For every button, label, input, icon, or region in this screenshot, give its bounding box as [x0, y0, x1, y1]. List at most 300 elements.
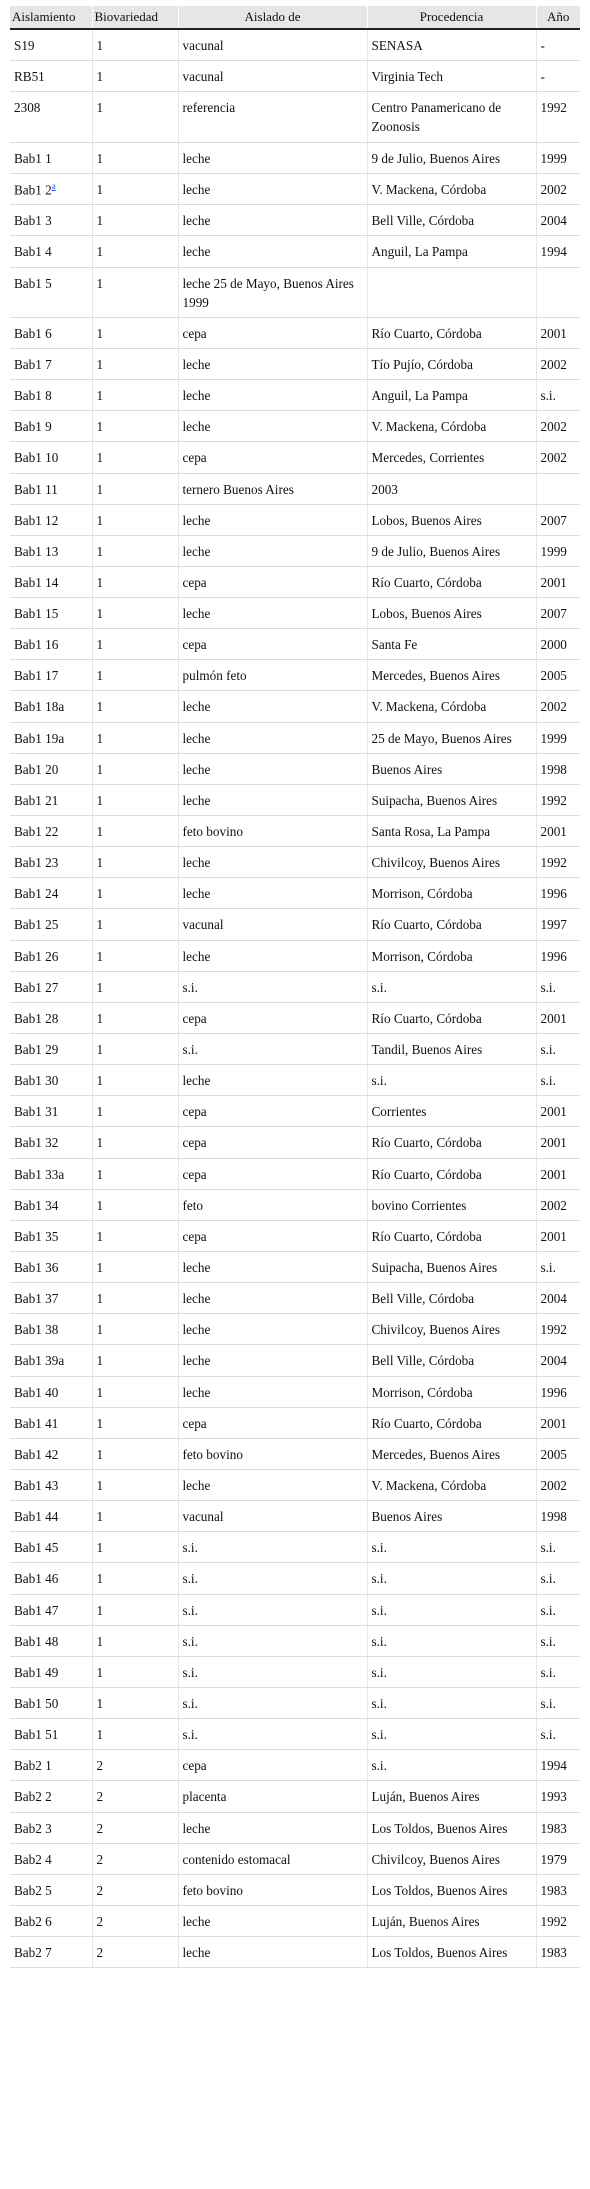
cell-biovariedad-text: 2 — [96, 1851, 104, 1867]
cell-aislamiento-text: Bab1 15 — [14, 606, 59, 622]
cell-aislamiento-text: Bab2 4 — [14, 1851, 52, 1867]
cell-aislado-de-text: leche — [182, 1291, 211, 1307]
cell-aislado-de — [178, 205, 367, 236]
cell-procedencia — [367, 535, 536, 566]
cell-aislamiento-text: Bab1 36 — [14, 1260, 59, 1276]
table-row — [10, 1158, 580, 1189]
cell-anio-text: 2001 — [540, 1415, 567, 1431]
cell-anio-text: 2002 — [540, 699, 567, 715]
cell-anio-text: 2002 — [540, 356, 567, 372]
cell-anio — [536, 1252, 580, 1283]
table-row — [10, 1812, 580, 1843]
cell-aislamiento — [10, 236, 92, 267]
table-row — [10, 61, 580, 92]
cell-aislado-de — [178, 1283, 367, 1314]
cell-anio-text: 1983 — [540, 1820, 567, 1836]
cell-aislamiento — [10, 598, 92, 629]
cell-procedencia — [367, 566, 536, 597]
cell-aislado-de-text: leche — [182, 419, 211, 435]
cell-aislamiento — [10, 1532, 92, 1563]
cell-biovariedad-text: 1 — [96, 1073, 104, 1089]
cell-procedencia — [367, 236, 536, 267]
cell-biovariedad — [92, 1158, 178, 1189]
cell-anio-text: 2002 — [540, 450, 567, 466]
cell-anio — [536, 691, 580, 722]
cell-aislamiento — [10, 1158, 92, 1189]
cell-anio — [536, 1719, 580, 1750]
cell-aislado-de — [178, 1220, 367, 1251]
cell-anio-text: 2002 — [540, 1197, 567, 1213]
cell-aislado-de — [178, 473, 367, 504]
cell-aislamiento-text: Bab1 8 — [14, 388, 52, 404]
cell-procedencia — [367, 816, 536, 847]
cell-procedencia — [367, 1002, 536, 1033]
cell-anio — [536, 348, 580, 379]
cell-aislamiento — [10, 1687, 92, 1718]
cell-anio-text: 1983 — [540, 1945, 567, 1961]
cell-procedencia — [367, 1065, 536, 1096]
table-row — [10, 722, 580, 753]
cell-biovariedad-text: 1 — [96, 1291, 104, 1307]
cell-procedencia — [367, 1158, 536, 1189]
cell-procedencia-text: Luján, Buenos Aires — [371, 1789, 480, 1805]
cell-procedencia-text: Lobos, Buenos Aires — [371, 606, 482, 622]
cell-procedencia-text: Tío Pujío, Córdoba — [371, 356, 473, 372]
cell-biovariedad — [92, 1563, 178, 1594]
cell-aislamiento — [10, 1002, 92, 1033]
cell-procedencia — [367, 1220, 536, 1251]
table-row — [10, 173, 580, 205]
table-row — [10, 1625, 580, 1656]
cell-aislamiento-text: Bab1 28 — [14, 1010, 59, 1026]
cell-aislado-de — [178, 1905, 367, 1936]
cell-procedencia — [367, 142, 536, 173]
cell-aislamiento — [10, 1719, 92, 1750]
cell-anio-text: 2005 — [540, 668, 567, 684]
cell-biovariedad — [92, 909, 178, 940]
cell-biovariedad — [92, 29, 178, 61]
cell-procedencia-text: Morrison, Córdoba — [371, 948, 473, 964]
cell-procedencia-text: Anguil, La Pampa — [371, 244, 468, 260]
cell-anio-text: 2001 — [540, 1135, 567, 1151]
cell-aislado-de — [178, 1034, 367, 1065]
cell-aislamiento-text: Bab1 3 — [14, 213, 52, 229]
cell-aislado-de — [178, 1158, 367, 1189]
cell-anio — [536, 598, 580, 629]
cell-aislamiento-text: Bab1 9 — [14, 419, 52, 435]
cell-aislado-de-text: leche — [182, 886, 211, 902]
cell-aislado-de — [178, 598, 367, 629]
cell-aislado-de — [178, 1345, 367, 1376]
header-aislado-de: Aislado de — [178, 6, 367, 29]
cell-aislado-de-text: vacunal — [182, 1509, 224, 1525]
cell-biovariedad-text: 1 — [96, 1727, 104, 1743]
cell-biovariedad — [92, 473, 178, 504]
cell-procedencia-text: Río Cuarto, Córdoba — [371, 574, 482, 590]
cell-procedencia — [367, 1750, 536, 1781]
cell-aislamiento-text: Bab1 46 — [14, 1571, 59, 1587]
cell-biovariedad-text: 2 — [96, 1820, 104, 1836]
cell-biovariedad — [92, 1532, 178, 1563]
cell-aislado-de-text: s.i. — [182, 1571, 198, 1587]
cell-aislado-de-text: leche — [182, 543, 211, 559]
cell-biovariedad — [92, 847, 178, 878]
cell-anio-text: 1994 — [540, 1758, 567, 1774]
cell-aislado-de — [178, 753, 367, 784]
cell-biovariedad-text: 1 — [96, 244, 104, 260]
cell-procedencia — [367, 1345, 536, 1376]
cell-anio — [536, 1220, 580, 1251]
header-aislamiento: Aislamiento — [10, 6, 92, 29]
cell-aislado-de-text: ternero Buenos Aires — [182, 481, 294, 497]
cell-aislamiento — [10, 1470, 92, 1501]
cell-aislado-de — [178, 1407, 367, 1438]
cell-biovariedad-text: 1 — [96, 1166, 104, 1182]
cell-biovariedad — [92, 1750, 178, 1781]
cell-aislado-de — [178, 691, 367, 722]
table-row — [10, 1719, 580, 1750]
cell-anio-text: s.i. — [540, 979, 556, 995]
cell-aislamiento — [10, 317, 92, 348]
cell-anio — [536, 380, 580, 411]
cell-aislamiento-text: Bab1 31 — [14, 1104, 59, 1120]
cell-biovariedad — [92, 1937, 178, 1968]
cell-procedencia-text: SENASA — [371, 38, 423, 53]
table-row — [10, 816, 580, 847]
cell-anio-text: 2000 — [540, 637, 567, 653]
cell-procedencia-text: Chivilcoy, Buenos Aires — [371, 1851, 500, 1867]
table-row — [10, 1345, 580, 1376]
cell-biovariedad — [92, 1314, 178, 1345]
cell-procedencia-text: Virginia Tech — [371, 69, 443, 85]
cell-biovariedad-text: 1 — [96, 1260, 104, 1276]
cell-anio-text: 1997 — [540, 917, 567, 933]
cell-biovariedad-text: 1 — [96, 1353, 104, 1369]
cell-anio-text: s.i. — [540, 1727, 556, 1743]
table-row — [10, 1563, 580, 1594]
header-anio: Año — [536, 6, 580, 29]
cell-aislamiento — [10, 1656, 92, 1687]
cell-anio-text: 1996 — [540, 948, 567, 964]
table-row — [10, 1283, 580, 1314]
cell-aislado-de — [178, 1002, 367, 1033]
cell-aislamiento-text: Bab1 35 — [14, 1228, 59, 1244]
cell-aislado-de — [178, 1189, 367, 1220]
cell-anio-text: 2002 — [540, 419, 567, 435]
cell-anio-text: 2002 — [540, 1478, 567, 1493]
table-row — [10, 411, 580, 442]
cell-anio-text: s.i. — [540, 1540, 556, 1556]
cell-aislamiento-text: Bab1 50 — [14, 1695, 59, 1711]
cell-aislado-de — [178, 1532, 367, 1563]
cell-aislado-de — [178, 1781, 367, 1812]
cell-procedencia-text: s.i. — [371, 1758, 387, 1774]
cell-aislado-de — [178, 971, 367, 1002]
cell-aislamiento — [10, 847, 92, 878]
cell-aislado-de — [178, 1127, 367, 1158]
cell-biovariedad-text: 1 — [96, 1197, 104, 1213]
cell-aislamiento-text: Bab1 38 — [14, 1322, 59, 1338]
cell-biovariedad-text: 1 — [96, 1695, 104, 1711]
cell-procedencia — [367, 1407, 536, 1438]
cell-aislamiento — [10, 535, 92, 566]
cell-biovariedad-text: 1 — [96, 792, 104, 808]
cell-anio — [536, 473, 580, 504]
cell-aislamiento-text: Bab1 37 — [14, 1291, 59, 1307]
cell-aislado-de — [178, 1719, 367, 1750]
cell-biovariedad-text: 1 — [96, 1384, 104, 1400]
cell-procedencia — [367, 29, 536, 61]
cell-procedencia — [367, 784, 536, 815]
cell-anio — [536, 1501, 580, 1532]
cell-biovariedad-text: 2 — [96, 1945, 104, 1961]
table-row — [10, 1937, 580, 1968]
cell-aislado-de-text: feto bovino — [182, 1882, 243, 1898]
cell-anio-text: 2001 — [540, 574, 567, 590]
cell-biovariedad-text: 1 — [96, 100, 104, 116]
cell-aislamiento — [10, 1563, 92, 1594]
cell-anio — [536, 535, 580, 566]
cell-biovariedad — [92, 504, 178, 535]
cell-biovariedad — [92, 1843, 178, 1874]
cell-aislado-de — [178, 317, 367, 348]
cell-anio — [536, 784, 580, 815]
cell-biovariedad — [92, 753, 178, 784]
cell-aislamiento — [10, 1407, 92, 1438]
cell-anio — [536, 1781, 580, 1812]
cell-procedencia — [367, 598, 536, 629]
cell-procedencia-text: V. Mackena, Córdoba — [371, 181, 487, 197]
cell-aislamiento — [10, 660, 92, 691]
cell-anio — [536, 1407, 580, 1438]
cell-aislado-de — [178, 629, 367, 660]
cell-aislado-de-text: placenta — [182, 1789, 227, 1805]
cell-aislado-de-text: cepa — [182, 637, 207, 653]
cell-anio — [536, 1438, 580, 1469]
cell-aislamiento — [10, 691, 92, 722]
cell-biovariedad — [92, 442, 178, 473]
cell-aislado-de — [178, 847, 367, 878]
cell-biovariedad-text: 1 — [96, 450, 104, 466]
cell-biovariedad-text: 1 — [96, 1633, 104, 1649]
cell-procedencia-text: V. Mackena, Córdoba — [371, 1478, 487, 1493]
cell-aislado-de-text: leche — [182, 1073, 211, 1089]
cell-aislamiento — [10, 61, 92, 92]
cell-biovariedad — [92, 1625, 178, 1656]
cell-procedencia-text: Río Cuarto, Córdoba — [371, 325, 482, 341]
table-row — [10, 205, 580, 236]
table-row — [10, 1189, 580, 1220]
cell-biovariedad — [92, 1812, 178, 1843]
cell-aislamiento — [10, 722, 92, 753]
cell-procedencia — [367, 411, 536, 442]
cell-aislado-de-text: feto — [182, 1197, 204, 1213]
cell-aislado-de — [178, 236, 367, 267]
cell-aislado-de — [178, 1438, 367, 1469]
cell-aislado-de — [178, 940, 367, 971]
cell-anio — [536, 909, 580, 940]
cell-anio-text: 1999 — [540, 730, 567, 746]
table-row — [10, 1314, 580, 1345]
cell-biovariedad — [92, 1905, 178, 1936]
table-row — [10, 1470, 580, 1501]
cell-procedencia-text: Bell Ville, Córdoba — [371, 1353, 475, 1369]
cell-aislamiento — [10, 629, 92, 660]
cell-aislamiento — [10, 1501, 92, 1532]
header-biovariedad: Biovariedad — [92, 6, 178, 29]
cell-biovariedad-text: 1 — [96, 948, 104, 964]
cell-aislado-de-text: leche — [182, 356, 211, 372]
cell-aislamiento-text: Bab1 34 — [14, 1197, 59, 1213]
cell-procedencia — [367, 1937, 536, 1968]
cell-anio-text: s.i. — [540, 1073, 556, 1089]
table-row — [10, 1034, 580, 1065]
cell-biovariedad — [92, 317, 178, 348]
cell-procedencia-text: Río Cuarto, Córdoba — [371, 1010, 482, 1026]
cell-biovariedad-text: 1 — [96, 637, 104, 653]
cell-anio — [536, 1189, 580, 1220]
cell-aislamiento — [10, 1438, 92, 1469]
cell-anio-text: 2004 — [540, 1291, 567, 1307]
cell-aislado-de — [178, 784, 367, 815]
table-row — [10, 691, 580, 722]
cell-procedencia-text: Morrison, Córdoba — [371, 1384, 473, 1400]
cell-anio-text: - — [540, 38, 545, 53]
cell-procedencia-text: Mercedes, Buenos Aires — [371, 668, 501, 684]
cell-aislamiento-text: Bab1 19a — [14, 730, 65, 746]
cell-aislamiento-text: Bab1 48 — [14, 1633, 59, 1649]
cell-biovariedad-text: 1 — [96, 275, 104, 291]
cell-biovariedad-text: 1 — [96, 512, 104, 528]
cell-aislado-de — [178, 1687, 367, 1718]
header-procedencia: Procedencia — [367, 6, 536, 29]
cell-procedencia — [367, 1781, 536, 1812]
cell-aislado-de-text: feto bovino — [182, 1446, 243, 1462]
cell-aislamiento-text: Bab1 16 — [14, 637, 59, 653]
cell-aislado-de — [178, 1594, 367, 1625]
table-row — [10, 1656, 580, 1687]
cell-biovariedad-text: 1 — [96, 1540, 104, 1556]
cell-biovariedad — [92, 1438, 178, 1469]
cell-aislamiento-text: Bab1 13 — [14, 543, 59, 559]
cell-aislado-de — [178, 1314, 367, 1345]
cell-aislado-de-text: s.i. — [182, 1540, 198, 1556]
cell-aislamiento-text: Bab1 27 — [14, 979, 59, 995]
cell-procedencia-text: V. Mackena, Córdoba — [371, 419, 487, 435]
cell-aislamiento — [10, 816, 92, 847]
cell-procedencia — [367, 473, 536, 504]
cell-anio-text: 2001 — [540, 1104, 567, 1120]
cell-aislado-de-text: cepa — [182, 1010, 207, 1026]
cell-aislamiento-text: Bab1 41 — [14, 1415, 59, 1431]
table-row — [10, 142, 580, 173]
cell-anio — [536, 878, 580, 909]
cell-anio-text: 1999 — [540, 150, 567, 166]
cell-aislado-de-text: s.i. — [182, 1633, 198, 1649]
cell-procedencia — [367, 61, 536, 92]
cell-biovariedad-text: 1 — [96, 668, 104, 684]
cell-aislado-de — [178, 380, 367, 411]
cell-procedencia — [367, 1905, 536, 1936]
cell-procedencia-text: Suipacha, Buenos Aires — [371, 1260, 498, 1276]
table-row — [10, 236, 580, 267]
table-row — [10, 1252, 580, 1283]
cell-aislamiento-text: Bab1 32 — [14, 1135, 59, 1151]
cell-aislamiento-text: Bab1 22 — [14, 824, 59, 840]
cell-procedencia-text: Chivilcoy, Buenos Aires — [371, 855, 500, 871]
cell-aislamiento — [10, 348, 92, 379]
cell-procedencia — [367, 909, 536, 940]
cell-biovariedad — [92, 1096, 178, 1127]
cell-aislamiento-text: Bab1 11 — [14, 481, 58, 497]
cell-biovariedad — [92, 142, 178, 173]
cell-anio — [536, 660, 580, 691]
cell-aislado-de-text: leche — [182, 181, 211, 197]
cell-procedencia-text: Anguil, La Pampa — [371, 388, 468, 404]
cell-aislamiento-text: Bab1 12 — [14, 512, 59, 528]
cell-aislamiento — [10, 878, 92, 909]
cell-biovariedad — [92, 1220, 178, 1251]
cell-biovariedad — [92, 722, 178, 753]
cell-aislamiento-text: Bab1 4 — [14, 244, 52, 260]
cell-procedencia — [367, 267, 536, 317]
cell-aislamiento — [10, 173, 92, 205]
cell-anio-text: s.i. — [540, 1633, 556, 1649]
table-row — [10, 940, 580, 971]
cell-biovariedad-text: 2 — [96, 1789, 104, 1805]
cell-biovariedad — [92, 1189, 178, 1220]
cell-biovariedad-text: 1 — [96, 213, 104, 229]
cell-biovariedad — [92, 1687, 178, 1718]
cell-aislamiento-text: S19 — [14, 38, 35, 53]
cell-procedencia-text: Los Toldos, Buenos Aires — [371, 1945, 508, 1961]
cell-aislamiento — [10, 753, 92, 784]
cell-aislado-de — [178, 1750, 367, 1781]
cell-anio-text: 2001 — [540, 824, 567, 840]
cell-aislamiento-text: Bab1 45 — [14, 1540, 59, 1556]
table-row — [10, 1594, 580, 1625]
cell-procedencia-text: s.i. — [371, 1727, 387, 1743]
cell-procedencia — [367, 205, 536, 236]
table-row — [10, 878, 580, 909]
cell-procedencia-text: Los Toldos, Buenos Aires — [371, 1882, 508, 1898]
table-row — [10, 629, 580, 660]
cell-anio — [536, 205, 580, 236]
cell-aislamiento-text: Bab1 21 — [14, 792, 59, 808]
cell-anio — [536, 1314, 580, 1345]
cell-aislamiento-text: Bab1 2 — [14, 182, 52, 198]
cell-aislamiento-text: Bab1 14 — [14, 574, 59, 590]
cell-procedencia — [367, 1376, 536, 1407]
table-row — [10, 598, 580, 629]
cell-aislado-de — [178, 535, 367, 566]
cell-aislamiento — [10, 1314, 92, 1345]
cell-aislado-de-text: cepa — [182, 450, 207, 466]
cell-aislado-de — [178, 1096, 367, 1127]
cell-aislado-de-text: s.i. — [182, 1042, 198, 1058]
cell-aislado-de-text: cepa — [182, 1415, 207, 1431]
cell-aislado-de-text: leche — [182, 244, 211, 260]
footnote-link[interactable]: a — [51, 180, 56, 191]
cell-biovariedad — [92, 940, 178, 971]
cell-procedencia-text: Chivilcoy, Buenos Aires — [371, 1322, 500, 1338]
cell-aislamiento — [10, 971, 92, 1002]
cell-anio-text: 2004 — [540, 213, 567, 229]
cell-aislamiento-text: 2308 — [14, 100, 41, 116]
table-row — [10, 753, 580, 784]
cell-aislamiento-text: Bab1 20 — [14, 761, 59, 777]
cell-procedencia-text: Río Cuarto, Córdoba — [371, 1166, 482, 1182]
